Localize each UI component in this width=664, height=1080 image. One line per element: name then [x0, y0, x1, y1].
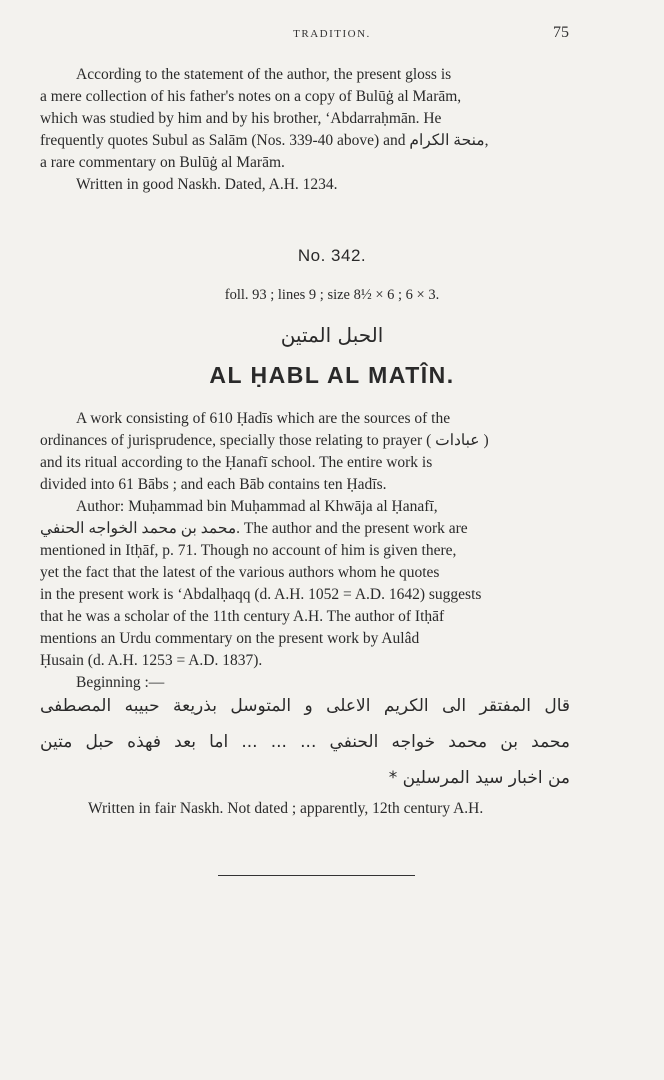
- body-line: Ḥusain (d. A.H. 1253 = A.D. 1837).: [40, 652, 263, 669]
- beginning-label: Beginning :—: [76, 674, 165, 691]
- body-line: and its ritual according to the Ḥanafī school. The entire work is: [40, 454, 433, 471]
- body-line: in the present work is ‘Abdalḥaqq (d. A.H. 1052 = A.D. 1642) suggests: [40, 586, 482, 603]
- entry-title: AL ḤABL AL MATÎN.: [209, 362, 455, 388]
- entry-description: [40, 408, 570, 694]
- intro-line: a mere collection of his father's notes on a copy of Bulūġ al Marām,: [40, 88, 462, 105]
- body-line: Author: Muḥammad bin Muḥammad al Khwāja al Ḥanafī,: [76, 498, 438, 515]
- script-note: Written in fair Naskh. Not dated ; apparently, 12th century A.H.: [88, 800, 484, 817]
- section-divider: [218, 875, 415, 876]
- intro-line: Written in good Naskh. Dated, A.H. 1234.: [76, 176, 338, 193]
- intro-line: which was studied by him and by his brother, ‘Abdarraḥmān. He: [40, 110, 442, 127]
- arabic-line: من اخبار سيد المرسلين *: [388, 768, 570, 788]
- arabic-line: محمد بن محمد خواجه الحنفي ... ... ... اما بعد فهذه حبل متين: [40, 732, 570, 752]
- body-line: mentions an Urdu commentary on the present work by Aulâd: [40, 630, 420, 647]
- page-number: 75: [553, 24, 569, 41]
- arabic-title: الحبل المتين: [280, 323, 384, 347]
- body-line: A work consisting of 610 Ḥadīs which are the sources of the: [76, 410, 451, 427]
- entry-number: No. 342.: [297, 246, 367, 265]
- body-line: divided into 61 Bābs ; and each Bāb contains ten Ḥadīs.: [40, 476, 387, 493]
- arabic-line: قال المفتقر الى الكريم الاعلى و المتوسل بذريعة حبيبه المصطفى: [40, 696, 570, 716]
- intro-line: frequently quotes Subul as Salām (Nos. 339-40 above) and منحة الكرام,: [40, 132, 489, 149]
- beginning-arabic-text: [40, 688, 570, 796]
- body-line: yet the fact that the latest of the various authors whom he quotes: [40, 564, 440, 581]
- body-line: mentioned in Itḥāf, p. 71. Though no account of him is given there,: [40, 542, 457, 559]
- body-line: ordinances of jurisprudence, specially those relating to prayer ( عبادات ): [40, 432, 489, 449]
- running-title: TRADITION.: [293, 28, 371, 40]
- previous-entry-conclusion: [40, 64, 570, 196]
- manuscript-specs: foll. 93 ; lines 9 ; size 8½ × 6 ; 6 × 3.: [224, 287, 440, 303]
- body-line: that he was a scholar of the 11th century A.H. The author of Itḥāf: [40, 608, 445, 625]
- intro-line: a rare commentary on Bulūġ al Marām.: [40, 154, 285, 171]
- intro-line: According to the statement of the author, the present gloss is: [76, 66, 452, 83]
- body-line: محمد بن محمد الخواجه الحنفي. The author and the present work are: [40, 520, 468, 537]
